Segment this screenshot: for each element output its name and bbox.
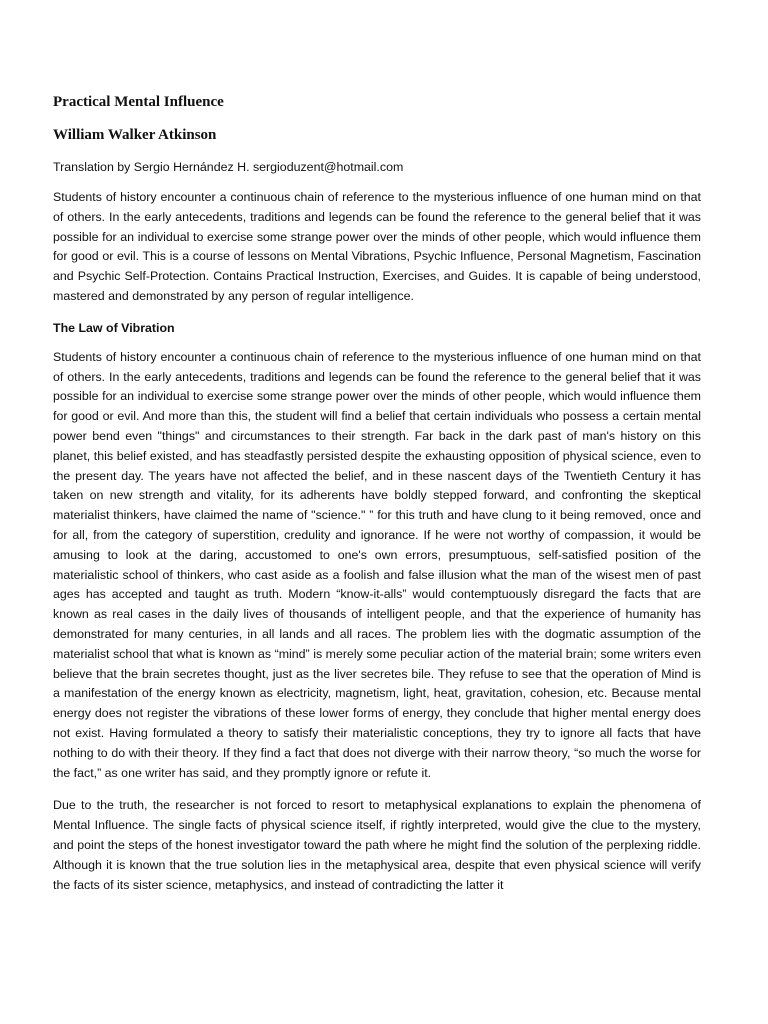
section-heading: The Law of Vibration [53,320,175,335]
document-title: Practical Mental Influence [53,94,224,110]
translation-credit: Translation by Sergio Hernández H. sergioduzent@hotmail.com [53,160,404,174]
body-paragraph: Due to the truth, the researcher is not forced to resort to metaphysical explanations to explain the phenomena of Mental Influence. The single facts of physical science itself, if rightly interpreted, would give the clue to the mystery, and point the steps of the honest investigator toward the path where he might find the solution of the perplexing riddle. Although it is known that the true solution lies in the metaphysical area, despite that even physical science will verify the facts of its sister science, metaphysics, and instead of contradicting the latter it [53,798,701,892]
document-author: William Walker Atkinson [53,127,217,143]
intro-paragraph: Students of history encounter a continuous chain of reference to the mysterious influence of one human mind on that of others. In the early antecedents, traditions and legends can be found the reference to the general belief that it was possible for an individual to exercise some strange power over the minds of other people, which would influence them for good or evil. This is a course of lessons on Mental Vibrations, Psychic Influence, Personal Magnetism, Fascination and Psychic Self-Protection. Contains Practical Instruction, Exercises, and Guides. It is capable of being understood, mastered and demonstrated by any person of regular intelligence. [53,190,701,303]
document-page [53,86,701,895]
body-paragraph: Students of history encounter a continuous chain of reference to the mysterious influence of one human mind on that of others. In the early antecedents, traditions and legends can be found the reference to the general belief that it was possible for an individual to exercise some strange power over the minds of other people, which would influence them for good or evil. And more than this, the student will find a belief that certain individuals who possess a certain mental power bend even "things" and circumstances to their strength. Far back in the dark past of man's history on this planet, this belief existed, and has steadfastly persisted despite the exhausting opposition of physical science, even to the present day. The years have not affected the belief, and in these nascent days of the Twentieth Century it has taken on new strength and vitality, for its adherents have boldly stepped forward, and confronting the skeptical materialist thinkers, have claimed the name of "science." ” for this truth and have clung to it being removed, once and for all, from the category of superstition, credulity and ignorance. If he were not worthy of compassion, it would be amusing to look at the daring, accustomed to one's own errors, presumptuous, self-satisfied position of the materialistic school of thinkers, who cast aside as a foolish and false illusion what the man of the wisest men of past ages has accepted and taught as truth. Modern “know-it-alls” would contemptuously disregard the facts that are known as real cases in the daily lives of thousands of intelligent people, and that the experience of humanity has demonstrated for many centuries, in all lands and all races. The problem lies with the dogmatic assumption of the materialist school that what is known as “mind” is merely some peculiar action of the material brain; some writers even believe that the brain secretes thought, just as the liver secretes bile. They refuse to see that the operation of Mind is a manifestation of the energy known as electricity, magnetism, light, heat, gravitation, cohesion, etc. Because mental energy does not register the vibrations of these lower forms of energy, they conclude that higher mental energy does not exist. Having formulated a theory to satisfy their materialistic conceptions, they try to ignore all facts that have nothing to do with their theory. If they find a fact that does not diverge with their narrow theory, “so much the worse for the fact,” as one writer has said, and they promptly ignore or refute it. [53,349,701,780]
